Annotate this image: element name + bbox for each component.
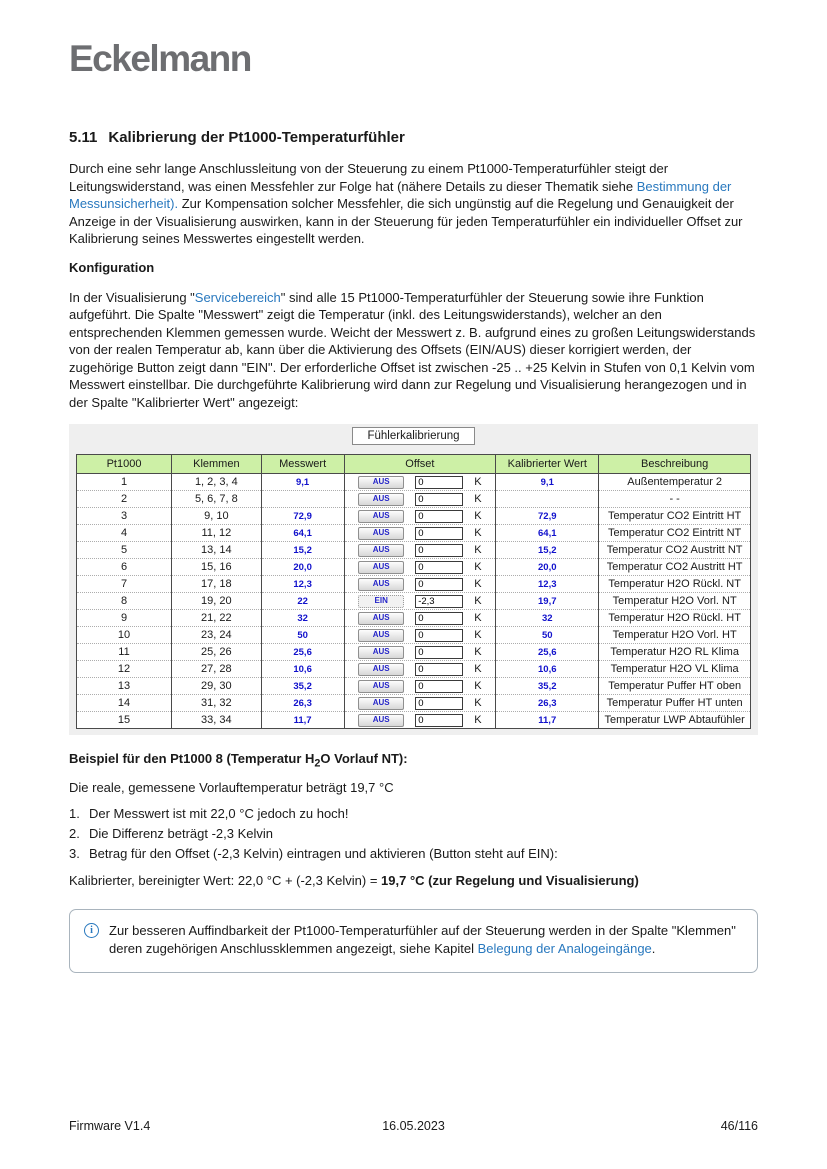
offset-unit-label: K bbox=[474, 510, 482, 522]
messwert-value: 35,2 bbox=[293, 681, 312, 692]
cell-offset bbox=[344, 474, 496, 491]
offset-input[interactable] bbox=[415, 612, 463, 625]
list-item bbox=[69, 824, 758, 844]
step-text: Die Differenz beträgt -2,3 Kelvin bbox=[89, 825, 274, 841]
cell-klemmen: 21, 22 bbox=[172, 610, 262, 627]
page-footer bbox=[69, 1119, 758, 1133]
kalibrierter-wert-value: 15,2 bbox=[538, 545, 557, 556]
table-row bbox=[77, 474, 751, 491]
cell-kalibrierter-wert bbox=[496, 610, 599, 627]
offset-toggle-button[interactable]: AUS bbox=[358, 612, 404, 625]
cell-messwert bbox=[261, 559, 344, 576]
cell-kalibrierter-wert bbox=[496, 695, 599, 712]
cell-pt1000: 13 bbox=[77, 678, 172, 695]
section-heading bbox=[69, 129, 758, 146]
table-row bbox=[77, 576, 751, 593]
cell-klemmen: 9, 10 bbox=[172, 508, 262, 525]
cell-offset bbox=[344, 542, 496, 559]
example-heading bbox=[69, 751, 758, 770]
konfiguration-heading: Konfiguration bbox=[69, 259, 155, 275]
messwert-value: 9,1 bbox=[296, 477, 310, 488]
messwert-value: 25,6 bbox=[293, 647, 312, 658]
note-text bbox=[109, 922, 741, 959]
cell-klemmen: 5, 6, 7, 8 bbox=[172, 491, 262, 508]
offset-input[interactable] bbox=[415, 561, 463, 574]
example-heading-text: Beispiel für den Pt1000 8 (Temperatur H bbox=[69, 751, 315, 766]
cell-beschreibung: Außentemperatur 2 bbox=[599, 474, 751, 491]
offset-toggle-button[interactable]: AUS bbox=[358, 544, 404, 557]
section-title: Kalibrierung der Pt1000-Temperaturfühler bbox=[108, 129, 405, 146]
cell-klemmen: 15, 16 bbox=[172, 559, 262, 576]
config-text-2: " sind alle 15 Pt1000-Temperaturfühler der Steuerung sowie ihre Funktion aufgeführt. Die Spalte "Messwert" zeigt die Temperatur (inkl. des Leitungswiderstands), welcher an den entsprechenden Klemmen gemessen wurde. Weicht der Messwert z. B. aufgrund eines zu großen Leitungswiderstands von der realen Temperatur ab, kann über die Aktivierung des Offsets (EIN/AUS) dieser korrigiert werden, der zugehörige Button zeigt dann "EIN". Der erforderliche Offset ist zwischen -25 .. +25 Kelvin in Stufen von 0,1 Kelvin vom Messwert einstellbar. Die durchgeführte Kalibrierung wird dann zur Regelung und Visualisierung herangezogen und in der Spalte "Kalibrierter Wert" angezeigt: bbox=[69, 289, 756, 410]
messwert-value: 50 bbox=[297, 630, 308, 641]
result-bold-text: 19,7 °C (zur Regelung und Visualisierung) bbox=[381, 872, 639, 888]
cell-pt1000: 9 bbox=[77, 610, 172, 627]
kalibrierter-wert-value: 10,6 bbox=[538, 664, 557, 675]
cell-kalibrierter-wert bbox=[496, 559, 599, 576]
offset-unit-label: K bbox=[474, 493, 482, 505]
offset-unit-label: K bbox=[474, 561, 482, 573]
cell-messwert bbox=[261, 661, 344, 678]
cell-messwert bbox=[261, 678, 344, 695]
cell-messwert bbox=[261, 644, 344, 661]
section-number: 5.11 bbox=[69, 129, 98, 146]
table-row bbox=[77, 695, 751, 712]
col-header-messwert: Messwert bbox=[261, 455, 344, 474]
cell-offset bbox=[344, 661, 496, 678]
cell-offset bbox=[344, 610, 496, 627]
intro-paragraph bbox=[69, 160, 758, 248]
cell-pt1000: 12 bbox=[77, 661, 172, 678]
offset-unit-label: K bbox=[474, 663, 482, 675]
example-steps bbox=[69, 804, 758, 864]
cell-pt1000: 5 bbox=[77, 542, 172, 559]
cell-klemmen: 27, 28 bbox=[172, 661, 262, 678]
info-note-box bbox=[69, 909, 758, 973]
cell-offset bbox=[344, 678, 496, 695]
messwert-value: 15,2 bbox=[293, 545, 312, 556]
cell-beschreibung: Temperatur CO2 Eintritt HT bbox=[599, 508, 751, 525]
intro-text: Durch eine sehr lange Anschlussleitung von der Steuerung zu einem Pt1000-Temperaturfühler steigt der Leitungswiderstand, was einen Messfehler zur Folge hat (nähere Details zu dieser Thematik siehe bbox=[69, 161, 669, 194]
cell-messwert bbox=[261, 593, 344, 610]
messwert-value: 26,3 bbox=[293, 698, 312, 709]
cell-offset bbox=[344, 576, 496, 593]
link-servicebereich[interactable]: Servicebereich bbox=[194, 289, 281, 305]
offset-input[interactable] bbox=[415, 510, 463, 523]
offset-input[interactable] bbox=[415, 646, 463, 659]
offset-toggle-button[interactable]: AUS bbox=[358, 578, 404, 591]
offset-unit-label: K bbox=[474, 714, 482, 726]
kalibrierter-wert-value: 25,6 bbox=[538, 647, 557, 658]
cell-kalibrierter-wert bbox=[496, 542, 599, 559]
eckelmann-logo: Eckelmann bbox=[69, 38, 251, 79]
offset-input[interactable] bbox=[415, 663, 463, 676]
offset-toggle-button[interactable]: AUS bbox=[358, 680, 404, 693]
col-header-kalibrierter-wert: Kalibrierter Wert bbox=[496, 455, 599, 474]
cell-beschreibung: Temperatur CO2 Eintritt NT bbox=[599, 525, 751, 542]
table-row bbox=[77, 610, 751, 627]
col-header-offset: Offset bbox=[344, 455, 496, 474]
offset-input[interactable] bbox=[415, 595, 463, 608]
cell-beschreibung: Temperatur H2O Rückl. NT bbox=[599, 576, 751, 593]
kalibrierter-wert-value: 32 bbox=[541, 613, 553, 624]
table-row bbox=[77, 627, 751, 644]
cell-kalibrierter-wert bbox=[496, 593, 599, 610]
offset-toggle-button[interactable]: AUS bbox=[358, 527, 404, 540]
cell-offset bbox=[344, 695, 496, 712]
cell-klemmen: 13, 14 bbox=[172, 542, 262, 559]
kalibrierter-wert-value: 50 bbox=[541, 630, 553, 641]
messwert-value: 12,3 bbox=[293, 579, 312, 590]
step-number: 1. bbox=[69, 805, 80, 821]
cell-beschreibung: Temperatur Puffer HT oben bbox=[599, 678, 751, 695]
step-text: Der Messwert ist mit 22,0 °C jedoch zu hoch! bbox=[89, 805, 349, 821]
offset-unit-label: K bbox=[474, 476, 482, 488]
cell-messwert bbox=[261, 491, 344, 508]
footer-date: 16.05.2023 bbox=[382, 1119, 445, 1133]
cell-beschreibung: Temperatur H2O VL Klima bbox=[599, 661, 751, 678]
table-row bbox=[77, 593, 751, 610]
messwert-value: 11,7 bbox=[293, 715, 312, 726]
table-row bbox=[77, 712, 751, 729]
messwert-value: 20,0 bbox=[293, 562, 312, 573]
offset-input[interactable] bbox=[415, 527, 463, 540]
table-row bbox=[77, 678, 751, 695]
note-text-segment: Zur besseren Auffindbarkeit der Pt1000-Temperaturfühler auf der Steuerung werden in der Spalte "Klemmen" deren zugehörigen Anschlussklemmen angezeigt, siehe Kapitel bbox=[109, 922, 736, 957]
config-paragraph bbox=[69, 289, 758, 412]
offset-input[interactable] bbox=[415, 680, 463, 693]
cell-kalibrierter-wert bbox=[496, 627, 599, 644]
cell-pt1000: 11 bbox=[77, 644, 172, 661]
cell-klemmen: 25, 26 bbox=[172, 644, 262, 661]
cell-pt1000: 7 bbox=[77, 576, 172, 593]
cell-pt1000: 2 bbox=[77, 491, 172, 508]
offset-toggle-button[interactable]: AUS bbox=[358, 714, 404, 727]
cell-offset bbox=[344, 712, 496, 729]
cell-pt1000: 10 bbox=[77, 627, 172, 644]
messwert-value: 10,6 bbox=[293, 664, 312, 675]
cell-pt1000: 3 bbox=[77, 508, 172, 525]
cell-messwert bbox=[261, 474, 344, 491]
offset-toggle-button[interactable]: AUS bbox=[358, 476, 404, 489]
offset-unit-label: K bbox=[474, 646, 482, 658]
kalibrierter-wert-value: 64,1 bbox=[538, 528, 557, 539]
kalibrierter-wert-value: 72,9 bbox=[538, 511, 557, 522]
table-row bbox=[77, 661, 751, 678]
offset-toggle-button[interactable]: AUS bbox=[358, 493, 404, 506]
offset-unit-label: K bbox=[474, 697, 482, 709]
cell-klemmen: 29, 30 bbox=[172, 678, 262, 695]
example-heading-text-2: O Vorlauf NT): bbox=[320, 751, 408, 766]
cell-offset bbox=[344, 593, 496, 610]
kalibrierter-wert-value: 20,0 bbox=[538, 562, 557, 573]
table-row bbox=[77, 644, 751, 661]
cell-kalibrierter-wert bbox=[496, 525, 599, 542]
cell-pt1000: 14 bbox=[77, 695, 172, 712]
kalibrierter-wert-value: 35,2 bbox=[538, 681, 557, 692]
link-bestimmung-messunsicherheit[interactable]: Bestimmung der Messunsicherheit). bbox=[69, 178, 732, 211]
cell-offset bbox=[344, 508, 496, 525]
cell-beschreibung: Temperatur H2O Vorl. NT bbox=[599, 593, 751, 610]
kalibrierter-wert-value: 12,3 bbox=[538, 579, 557, 590]
cell-kalibrierter-wert bbox=[496, 491, 599, 508]
cell-kalibrierter-wert bbox=[496, 508, 599, 525]
calibration-panel-screenshot bbox=[69, 424, 758, 735]
offset-input[interactable] bbox=[415, 476, 463, 489]
cell-messwert bbox=[261, 508, 344, 525]
offset-input[interactable] bbox=[415, 697, 463, 710]
cell-klemmen: 17, 18 bbox=[172, 576, 262, 593]
offset-toggle-button[interactable]: AUS bbox=[358, 510, 404, 523]
offset-unit-label: K bbox=[474, 629, 482, 641]
result-line bbox=[69, 873, 758, 888]
col-header-beschreibung: Beschreibung bbox=[599, 455, 751, 474]
offset-toggle-button[interactable]: AUS bbox=[358, 663, 404, 676]
footer-page-number: 46/116 bbox=[720, 1119, 759, 1133]
col-header-klemmen: Klemmen bbox=[172, 455, 262, 474]
offset-input[interactable] bbox=[415, 544, 463, 557]
offset-unit-label: K bbox=[474, 527, 482, 539]
cell-klemmen: 1, 2, 3, 4 bbox=[172, 474, 262, 491]
cell-messwert bbox=[261, 576, 344, 593]
document-page bbox=[69, 0, 758, 973]
cell-beschreibung: Temperatur LWP Abtaufühler bbox=[599, 712, 751, 729]
panel-title: Fühlerkalibrierung bbox=[352, 427, 474, 445]
example-intro-line: Die reale, gemessene Vorlauftemperatur beträgt 19,7 °C bbox=[69, 779, 394, 795]
list-item bbox=[69, 804, 758, 824]
cell-beschreibung: Temperatur CO2 Austritt HT bbox=[599, 559, 751, 576]
offset-unit-label: K bbox=[474, 544, 482, 556]
cell-messwert bbox=[261, 542, 344, 559]
cell-klemmen: 31, 32 bbox=[172, 695, 262, 712]
calibration-table bbox=[76, 454, 751, 729]
cell-beschreibung: Temperatur H2O RL Klima bbox=[599, 644, 751, 661]
messwert-value: 64,1 bbox=[293, 528, 312, 539]
cell-offset bbox=[344, 627, 496, 644]
cell-klemmen: 33, 34 bbox=[172, 712, 262, 729]
kalibrierter-wert-value: 26,3 bbox=[538, 698, 557, 709]
cell-klemmen: 23, 24 bbox=[172, 627, 262, 644]
cell-messwert bbox=[261, 695, 344, 712]
step-number: 3. bbox=[69, 845, 80, 861]
offset-unit-label: K bbox=[474, 680, 482, 692]
offset-input[interactable] bbox=[415, 578, 463, 591]
cell-offset bbox=[344, 644, 496, 661]
offset-input[interactable] bbox=[415, 493, 463, 506]
cell-kalibrierter-wert bbox=[496, 661, 599, 678]
messwert-value: 32 bbox=[297, 613, 308, 624]
kalibrierter-wert-value: 9,1 bbox=[540, 477, 554, 488]
offset-toggle-button[interactable]: EIN bbox=[358, 595, 404, 608]
table-row bbox=[77, 508, 751, 525]
table-row bbox=[77, 491, 751, 508]
cell-klemmen: 19, 20 bbox=[172, 593, 262, 610]
offset-toggle-button[interactable]: AUS bbox=[358, 646, 404, 659]
cell-offset bbox=[344, 525, 496, 542]
cell-kalibrierter-wert bbox=[496, 474, 599, 491]
table-row bbox=[77, 542, 751, 559]
cell-beschreibung: Temperatur Puffer HT unten bbox=[599, 695, 751, 712]
result-text: Kalibrierter, bereinigter Wert: 22,0 °C + (-2,3 Kelvin) = bbox=[69, 872, 382, 888]
calibration-table-body bbox=[77, 474, 751, 729]
offset-toggle-button[interactable]: AUS bbox=[358, 697, 404, 710]
offset-input[interactable] bbox=[415, 629, 463, 642]
offset-toggle-button[interactable]: AUS bbox=[358, 629, 404, 642]
intro-text-2: Zur Kompensation solcher Messfehler, die sich ungünstig auf die Regelung und Genauigkeit der Anzeige in der Visualisierung auswirken, kann in der Steuerung für jeden Temperaturfühler ein individueller Offset zur Kalibrierung seines Messwertes eingestellt werden. bbox=[69, 196, 743, 246]
offset-unit-label: K bbox=[474, 578, 482, 590]
cell-kalibrierter-wert bbox=[496, 678, 599, 695]
cell-offset bbox=[344, 491, 496, 508]
table-row bbox=[77, 559, 751, 576]
table-header-row bbox=[77, 455, 751, 474]
note-text-segment-2: . bbox=[651, 941, 656, 957]
cell-pt1000: 4 bbox=[77, 525, 172, 542]
example-heading-subscript: 2 bbox=[314, 757, 321, 770]
footer-firmware-version: Firmware V1.4 bbox=[69, 1119, 151, 1133]
cell-offset bbox=[344, 559, 496, 576]
offset-toggle-button[interactable]: AUS bbox=[358, 561, 404, 574]
messwert-value: 72,9 bbox=[293, 511, 312, 522]
cell-messwert bbox=[261, 610, 344, 627]
table-row bbox=[77, 525, 751, 542]
link-belegung-analogeingaenge[interactable]: Belegung der Analogeingänge bbox=[477, 941, 652, 957]
kalibrierter-wert-value: 19,7 bbox=[538, 596, 557, 607]
step-text: Betrag für den Offset (-2,3 Kelvin) eintragen und aktivieren (Button steht auf EIN): bbox=[89, 845, 558, 861]
cell-pt1000: 6 bbox=[77, 559, 172, 576]
cell-beschreibung: - - bbox=[599, 491, 751, 508]
list-item bbox=[69, 844, 758, 864]
cell-kalibrierter-wert bbox=[496, 576, 599, 593]
cell-messwert bbox=[261, 627, 344, 644]
cell-kalibrierter-wert bbox=[496, 712, 599, 729]
step-number: 2. bbox=[69, 825, 80, 841]
cell-beschreibung: Temperatur H2O Rückl. HT bbox=[599, 610, 751, 627]
offset-unit-label: K bbox=[474, 612, 482, 624]
cell-beschreibung: Temperatur CO2 Austritt NT bbox=[599, 542, 751, 559]
offset-input[interactable] bbox=[415, 714, 463, 727]
info-icon: i bbox=[84, 923, 99, 938]
cell-kalibrierter-wert bbox=[496, 644, 599, 661]
cell-klemmen: 11, 12 bbox=[172, 525, 262, 542]
cell-pt1000: 1 bbox=[77, 474, 172, 491]
cell-beschreibung: Temperatur H2O Vorl. HT bbox=[599, 627, 751, 644]
offset-unit-label: K bbox=[474, 595, 482, 607]
cell-messwert bbox=[261, 525, 344, 542]
config-text: In der Visualisierung " bbox=[69, 289, 195, 305]
cell-pt1000: 8 bbox=[77, 593, 172, 610]
cell-pt1000: 15 bbox=[77, 712, 172, 729]
cell-messwert bbox=[261, 712, 344, 729]
messwert-value: 22 bbox=[297, 596, 308, 607]
kalibrierter-wert-value: 11,7 bbox=[538, 715, 557, 726]
col-header-pt1000: Pt1000 bbox=[77, 455, 172, 474]
